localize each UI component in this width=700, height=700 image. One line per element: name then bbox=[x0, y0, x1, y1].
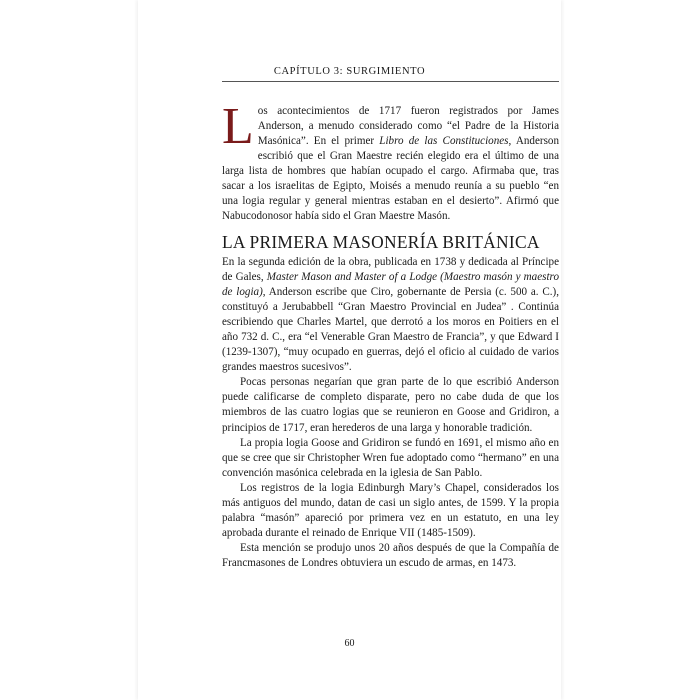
body-text bbox=[222, 255, 559, 571]
intro-text-start: os acontecimientos de 1717 fueron registrados por James Anderson, a menudo considerado como “el Padre de la Historia Masónica”. En el primer bbox=[257, 105, 559, 148]
paragraph-3: La propia logia Goose and Gridiron se fundó en 1691, el mismo año en que se cree que sir Christopher Wren fue adoptado como “hermano” en una convención masónica celebrada en la iglesia de San Pablo. bbox=[222, 436, 559, 479]
paragraph-1-start: En la segunda edición de la obra, publicada en 1738 y dedicada al Príncipe de Gales, bbox=[222, 256, 559, 284]
paragraph-4: Los registros de la logia Edinburgh Mary’s Chapel, considerados los más antiguos del mundo, datan de casi un siglo antes, de 1599. Y la propia palabra “masón” apareció por primera vez en un estatuto, en una ley aprobada durante el reinado de Enrique VII (1485-1509). bbox=[222, 481, 559, 539]
drop-cap: L bbox=[222, 98, 254, 155]
intro-text-end: , Anderson escribió que el Gran Maestre recién elegido era el último de una larga lista de hombres que habían ocupado el cargo. Afirmaba que, tras sacar a los israelitas de Egipto, Moisés a menudo reunía a su pueblo “en una logia regular y general mientras estaban en el desierto”. Afirmó que Nabucodonosor había sido el Gran Maestre Masón. bbox=[222, 135, 560, 223]
paragraph-5: Esta mención se produjo unos 20 años después de que la Compañía de Francmasones de Londres obtuviera un escudo de armas, en 1473. bbox=[222, 541, 559, 569]
paragraph-2: Pocas personas negarían que gran parte de lo que escribió Anderson puede calificarse de completo disparate, pero no cabe duda de que los miembros de las cuatro logias que se reunieron en Goose and Gridiron, a principios de 1717, eran herederos de una larga y honorable tradición. bbox=[222, 376, 559, 434]
book-page bbox=[138, 0, 561, 700]
intro-italic-title: Libro de las Constituciones bbox=[379, 135, 509, 148]
paragraph-1 bbox=[222, 255, 559, 375]
page-number: 60 bbox=[344, 638, 355, 649]
background-left bbox=[0, 0, 138, 700]
intro-paragraph bbox=[222, 98, 560, 224]
running-head: CAPÍTULO 3: SURGIMIENTO bbox=[273, 66, 426, 77]
paragraph-1-end: , Anderson escribe que Ciro, gobernante de Persia (c. 500 a. C.), constituyó a Jerubabbell “Gran Maestro Provincial en Judea” . Continúa escribiendo que Charles Martel, que derrotó a los moros en Poitiers en el año 732 d. C., era “el Venerable Gran Maestro de Francia”, y que Edward I (1239-1307), “muy ocupado en guerras, dejó el oficio al cuidado de varios grandes maestros sucesivos”. bbox=[222, 286, 560, 374]
header-rule bbox=[222, 81, 559, 82]
section-title: LA PRIMERA MASONERÍA BRITÁNICA bbox=[222, 232, 540, 252]
paragraph-1-italic: Master Mason and Master of a Lodge (Maestro masón y maestro de logia) bbox=[222, 271, 560, 299]
